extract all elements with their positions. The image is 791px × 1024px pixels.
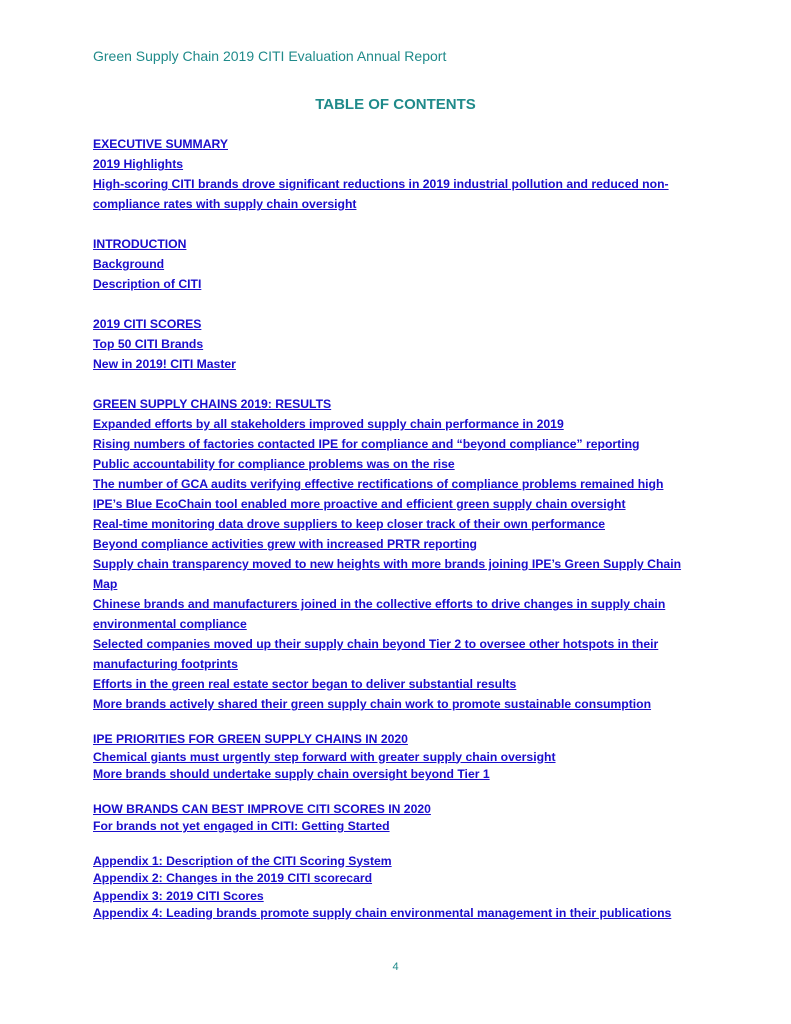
- toc-link-top-50-brands[interactable]: Top 50 CITI Brands: [93, 337, 204, 351]
- spacer: [93, 214, 693, 234]
- toc-link-priority-item[interactable]: More brands should undertake supply chain oversight beyond Tier 1: [93, 767, 490, 781]
- spacer: [93, 714, 693, 731]
- toc-link-result-item[interactable]: Real-time monitoring data drove suppliers to keep closer track of their own performance: [93, 517, 605, 531]
- spacer: [93, 836, 693, 853]
- toc-link-result-item[interactable]: IPE’s Blue EcoChain tool enabled more proactive and efficient green supply chain oversight: [93, 497, 626, 511]
- toc-link-2019-highlights[interactable]: 2019 Highlights: [93, 157, 184, 171]
- toc-link-2019-citi-scores[interactable]: 2019 CITI SCORES: [93, 317, 202, 331]
- toc-link-results[interactable]: GREEN SUPPLY CHAINS 2019: RESULTS: [93, 397, 332, 411]
- toc-link-high-scoring-brands[interactable]: High-scoring CITI brands drove significant reductions in 2019 industrial pollution and reduced non-compliance rates with supply chain oversight: [93, 177, 669, 211]
- page-number: 4: [392, 961, 399, 973]
- toc-link-result-item[interactable]: Expanded efforts by all stakeholders improved supply chain performance in 2019: [93, 417, 564, 431]
- spacer: [93, 294, 693, 314]
- toc-link-ipe-priorities[interactable]: IPE PRIORITIES FOR GREEN SUPPLY CHAINS IN 2020: [93, 732, 408, 746]
- toc-link-result-item[interactable]: Rising numbers of factories contacted IPE for compliance and “beyond compliance” reporting: [93, 437, 640, 451]
- toc-link-background[interactable]: Background: [93, 257, 165, 271]
- toc-link-result-item[interactable]: The number of GCA audits verifying effective rectifications of compliance problems remained high: [93, 477, 664, 491]
- page-title: TABLE OF CONTENTS: [315, 96, 476, 113]
- toc-link-introduction[interactable]: INTRODUCTION: [93, 237, 187, 251]
- toc-link-result-item[interactable]: Beyond compliance activities grew with increased PRTR reporting: [93, 537, 478, 551]
- toc-link-citi-master[interactable]: New in 2019! CITI Master: [93, 357, 236, 371]
- toc-link-result-item[interactable]: Public accountability for compliance problems was on the rise: [93, 457, 455, 471]
- toc-link-priority-item[interactable]: Chemical giants must urgently step forward with greater supply chain oversight: [93, 749, 556, 764]
- toc-link-appendix-4[interactable]: Appendix 4: Leading brands promote supply chain environmental management in their publications: [93, 906, 672, 920]
- toc-link-result-item[interactable]: Chinese brands and manufacturers joined in the collective efforts to drive changes in supply chain environmental compliance: [93, 597, 666, 631]
- toc-link-improve-scores[interactable]: HOW BRANDS CAN BEST IMPROVE CITI SCORES IN 2020: [93, 801, 431, 816]
- spacer: [93, 374, 693, 394]
- toc-link-result-item[interactable]: Efforts in the green real estate sector began to deliver substantial results: [93, 677, 517, 691]
- toc-link-executive-summary[interactable]: EXECUTIVE SUMMARY: [93, 137, 228, 151]
- toc-link-appendix-3[interactable]: Appendix 3: 2019 CITI Scores: [93, 888, 264, 903]
- table-of-contents: [93, 134, 693, 923]
- toc-compact-block: [93, 731, 693, 923]
- toc-link-result-item[interactable]: More brands actively shared their green supply chain work to promote sustainable consumption: [93, 697, 652, 711]
- toc-link-result-item[interactable]: Supply chain transparency moved to new heights with more brands joining IPE’s Green Supply Chain Map: [93, 557, 682, 591]
- toc-link-getting-started[interactable]: For brands not yet engaged in CITI: Getting Started: [93, 819, 390, 833]
- toc-link-appendix-1[interactable]: Appendix 1: Description of the CITI Scoring System: [93, 853, 392, 868]
- spacer: [93, 784, 693, 801]
- toc-link-result-item[interactable]: Selected companies moved up their supply chain beyond Tier 2 to oversee other hotspots in their manufacturing footprints: [93, 637, 659, 671]
- running-header: Green Supply Chain 2019 CITI Evaluation Annual Report: [93, 48, 447, 64]
- toc-link-appendix-2[interactable]: Appendix 2: Changes in the 2019 CITI scorecard: [93, 871, 373, 885]
- toc-link-description-of-citi[interactable]: Description of CITI: [93, 277, 202, 291]
